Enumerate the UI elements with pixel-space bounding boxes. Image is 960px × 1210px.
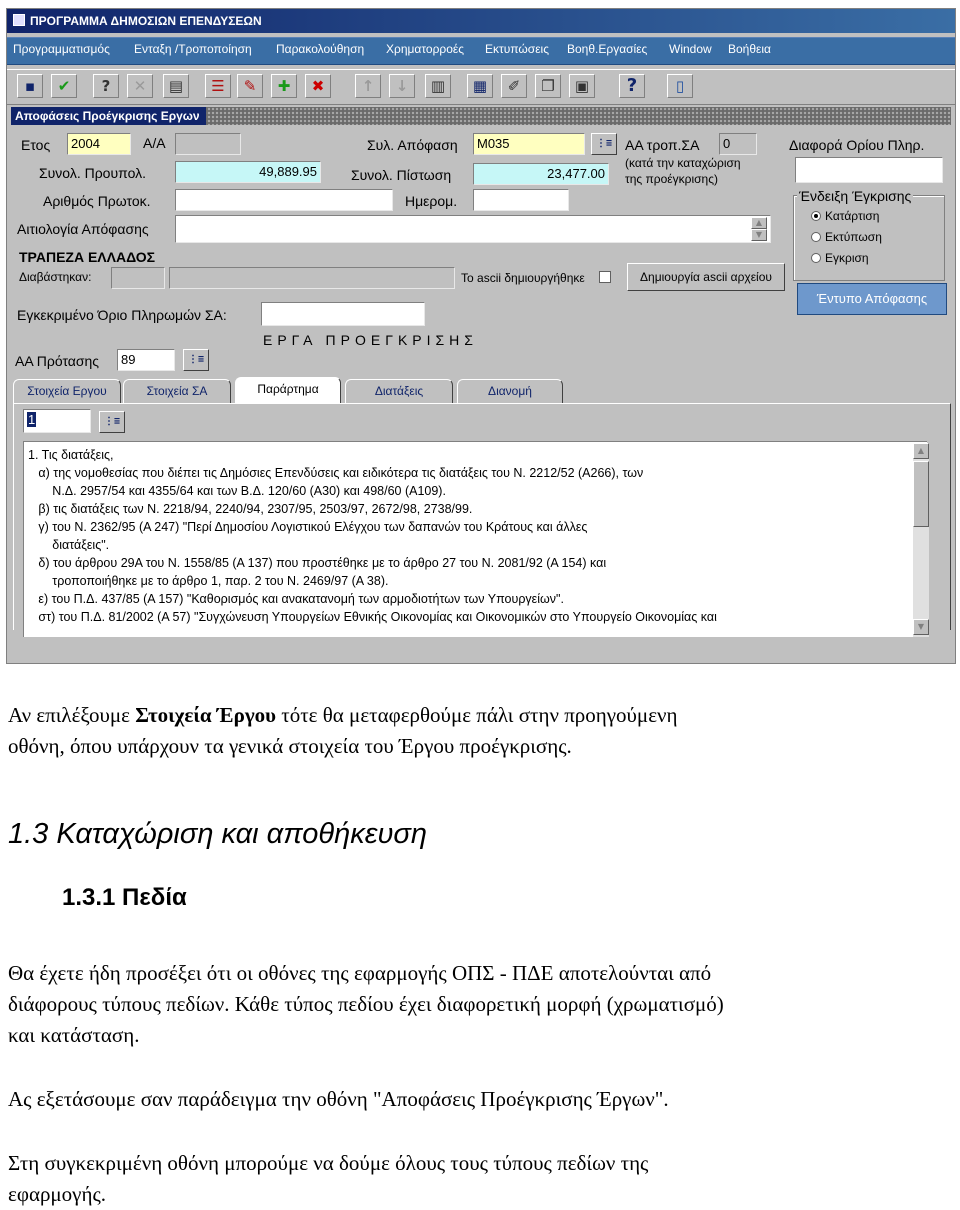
- aitiologia-scroll-up-icon[interactable]: ▲: [751, 217, 767, 229]
- paragraph-1-bold: Στοιχεία Έργου: [135, 703, 277, 727]
- appendix-line: γ) του Ν. 2362/95 (Α 247) "Περί Δημοσίου Λογιστικού Ελέγχου των δαπανών του Κράτους και άλλες: [28, 520, 588, 534]
- appendix-line: ε) του Π.Δ. 437/85 (Α 157) "Καθορισμός και ανακατανομή των αρμοδιοτήτων των Υπουργείων".: [28, 592, 564, 606]
- scroll-thumb[interactable]: [913, 461, 929, 527]
- synol-proypol-field: 49,889.95: [175, 161, 321, 183]
- edit-icon[interactable]: ✎: [237, 74, 263, 98]
- cancel-query-icon[interactable]: ✕: [127, 74, 153, 98]
- radio-egkrisi[interactable]: [811, 253, 821, 263]
- heading-1-3: 1.3 Καταχώριση και αποθήκευση: [8, 818, 427, 850]
- tab-diataxeis[interactable]: Διατάξεις: [345, 379, 453, 403]
- aitiologia-field[interactable]: [175, 215, 771, 243]
- paragraph-3: Ας εξετάσουμε σαν παράδειγμα την οθόνη "Αποφάσεις Προέγκρισης Έργων".: [8, 1087, 669, 1111]
- menu-bar: [7, 37, 955, 65]
- delete-record-icon[interactable]: ✖: [305, 74, 331, 98]
- exit-door-icon[interactable]: ▯: [667, 74, 693, 98]
- paragraph-1-end: τότε θα μεταφερθούμε πάλι στην προηγούμενη: [276, 703, 678, 727]
- paragraph-2-line3: και κατάσταση.: [8, 1023, 140, 1047]
- appendix-line: δ) του άρθρου 29Α του Ν. 1558/85 (Α 137) που προστέθηκε με το άρθρο 27 του Ν. 2081/92 (Α 154) και: [28, 556, 607, 570]
- diavastikan-count-field: [111, 267, 165, 289]
- appendix-line: στ) του Π.Δ. 81/2002 (Α 57) "Συγχώνευση Υπουργείων Εθνικής Οικονομίας και Οικονομικών στο Υπουργείο Οικονομίας και: [28, 610, 717, 624]
- etos-label: Ετος: [21, 137, 51, 153]
- aa-field[interactable]: [175, 133, 241, 155]
- form-window-titlebar: [11, 107, 951, 125]
- paste-icon[interactable]: ▣: [569, 74, 595, 98]
- help-icon[interactable]: ?: [619, 74, 645, 98]
- app-title: ΠΡΟΓΡΑΜΜΑ ΔΗΜΟΣΙΩΝ ΕΠΕΝΔΥΣΕΩΝ: [30, 14, 262, 28]
- tab-dianomi[interactable]: Διανομή: [457, 379, 563, 403]
- paragraph-1: [8, 700, 678, 731]
- trapeza-label: ΤΡΑΠΕΖΑ ΕΛΛΑΔΟΣ: [19, 249, 156, 265]
- diavastikan-label: Διαβάστηκαν:: [19, 270, 92, 284]
- aa-trop-note-line1: (κατά την καταχώριση: [625, 156, 741, 170]
- appendix-line: 1. Τις διατάξεις,: [28, 448, 114, 462]
- aa-trop-note-line2: της προέγκρισης): [625, 172, 719, 186]
- paragraph-2-line1: Θα έχετε ήδη προσέξει ότι οι οθόνες της εφαρμογής ΟΠΣ - ΠΔΕ αποτελούνται από: [8, 961, 712, 985]
- paragraph-1-start: Αν επιλέξουμε: [8, 703, 136, 727]
- menu-window[interactable]: Window: [669, 42, 712, 56]
- check-icon[interactable]: ✔: [51, 74, 77, 98]
- menu-voitheia[interactable]: Βοήθεια: [728, 42, 771, 56]
- appendix-number-value: 1: [28, 412, 36, 427]
- appendix-line: Ν.Δ. 2957/54 και 4355/64 και των Β.Δ. 120/60 (Α30) και 498/60 (Α109).: [28, 484, 446, 498]
- aa-protasis-field[interactable]: 89: [117, 349, 175, 371]
- synol-pistosi-label: Συνολ. Πίστωση: [351, 167, 452, 183]
- syl-apofasi-label: Συλ. Απόφαση: [367, 137, 458, 153]
- list-icon[interactable]: ☰: [205, 74, 231, 98]
- notes-icon[interactable]: ✐: [501, 74, 527, 98]
- ascii-created-label: Το ascii δημιουργήθηκε: [461, 271, 585, 285]
- menu-parakolouthisi[interactable]: Παρακολούθηση: [276, 42, 365, 56]
- paragraph-4-line2: εφαρμογής.: [8, 1182, 107, 1206]
- radio-ektyposi-label: Εκτύπωση: [825, 230, 882, 244]
- appendix-line: τροποποιήθηκε με το άρθρο 1, παρ. 2 του Ν. 2469/97 (Α 38).: [28, 574, 389, 588]
- aa-trop-field: 0: [719, 133, 757, 155]
- diafora-label: Διαφορά Ορίου Πληρ.: [789, 137, 925, 153]
- appendix-number-field[interactable]: [23, 409, 91, 433]
- radio-egkrisi-label: Εγκριση: [825, 251, 869, 265]
- create-ascii-button[interactable]: Δημιουργία ascii αρχείου: [627, 263, 785, 291]
- scroll-up-icon[interactable]: ▲: [913, 443, 929, 459]
- up-arrow-icon[interactable]: ↑: [355, 74, 381, 98]
- appendix-lov-icon[interactable]: ⋮≡: [99, 411, 125, 433]
- appendix-line: α) της νομοθεσίας που διέπει τις Δημόσιες Επενδύσεις και ειδικότερα τις διατάξεις του Ν. 2212/52 (Α266), των: [28, 466, 644, 480]
- tab-stoixeia-sa[interactable]: Στοιχεία ΣΑ: [123, 379, 231, 403]
- etos-field[interactable]: 2004: [67, 133, 131, 155]
- synol-pistosi-field: 23,477.00: [473, 163, 609, 185]
- query-icon[interactable]: ?: [93, 74, 119, 98]
- paragraph-1-line2: οθόνη, όπου υπάρχουν τα γενικά στοιχεία του Έργου προέγκρισης.: [8, 734, 572, 758]
- menu-voith-ergasies[interactable]: Βοηθ.Εργασίες: [567, 42, 648, 56]
- application-screenshot: [6, 8, 956, 664]
- syl-apofasi-lov-icon[interactable]: ⋮≡: [591, 133, 617, 155]
- insert-record-icon[interactable]: ✚: [271, 74, 297, 98]
- menu-entaxi[interactable]: Ενταξη /Τροποποίηση: [134, 42, 252, 56]
- arithmos-protok-field[interactable]: [175, 189, 393, 211]
- erga-proegkrisis-heading: ΕΡΓΑ ΠΡΟΕΓΚΡΙΣΗΣ: [263, 332, 478, 348]
- aa-protasis-label: ΑΑ Πρότασης: [15, 353, 100, 369]
- aa-trop-label: ΑΑ τροπ.ΣΑ: [625, 137, 700, 153]
- heading-1-3-1: 1.3.1 Πεδία: [62, 884, 187, 911]
- syl-apofasi-field[interactable]: Μ035: [473, 133, 585, 155]
- aa-label: Α/Α: [143, 135, 166, 151]
- tab-parartima[interactable]: Παράρτημα: [235, 377, 341, 403]
- menu-xrimatorroes[interactable]: Χρηματορροές: [386, 42, 465, 56]
- appendix-textarea[interactable]: [23, 441, 927, 637]
- form-icon[interactable]: ▦: [467, 74, 493, 98]
- app-icon: [13, 14, 25, 26]
- aa-protasis-lov-icon[interactable]: ⋮≡: [183, 349, 209, 371]
- appendix-scrollbar[interactable]: [913, 443, 929, 637]
- radio-katartisi[interactable]: [811, 211, 821, 221]
- aitiologia-label: Αιτιολογία Απόφασης: [17, 221, 149, 237]
- diafora-field[interactable]: [795, 157, 943, 183]
- print-form-icon[interactable]: ▤: [163, 74, 189, 98]
- paragraph-2-line2: διάφορους τύπους πεδίων. Κάθε τύπος πεδίου έχει διαφορετική μορφή (χρωματισμό): [8, 992, 724, 1016]
- radio-ektyposi[interactable]: [811, 232, 821, 242]
- appendix-line: β) τις διατάξεις των Ν. 2218/94, 2240/94, 2307/95, 2503/97, 2672/98, 2738/99.: [28, 502, 473, 516]
- ascii-created-checkbox[interactable]: [599, 271, 611, 283]
- endeixi-label: Ένδειξη Έγκρισης: [799, 188, 912, 204]
- down-arrow-icon[interactable]: ↓: [389, 74, 415, 98]
- imerom-field[interactable]: [473, 189, 569, 211]
- appendix-line: διατάξεις".: [28, 538, 110, 552]
- synol-proypol-label: Συνολ. Προυπολ.: [39, 165, 146, 181]
- printer-icon[interactable]: ▥: [425, 74, 451, 98]
- app-titlebar: [7, 9, 955, 33]
- egkekrimeno-orio-field[interactable]: [261, 302, 425, 326]
- imerom-label: Ημερομ.: [405, 193, 458, 209]
- aitiologia-scroll-down-icon[interactable]: ▼: [751, 229, 767, 241]
- toolbar: [7, 69, 955, 105]
- entypo-apofasis-button[interactable]: Έντυπο Απόφασης: [797, 283, 947, 315]
- save-icon[interactable]: ▪: [17, 74, 43, 98]
- copy-icon[interactable]: ❐: [535, 74, 561, 98]
- form-window-title: Αποφάσεις Προέγκρισης Εργων: [11, 107, 206, 125]
- egkekrimeno-orio-label: Εγκεκριμένο Όριο Πληρωμών ΣΑ:: [17, 307, 227, 323]
- tab-stoixeia-ergou[interactable]: Στοιχεία Εργου: [13, 379, 121, 403]
- radio-katartisi-label: Κατάρτιση: [825, 209, 880, 223]
- menu-ektyposeis[interactable]: Εκτυπώσεις: [485, 42, 549, 56]
- paragraph-4-line1: Στη συγκεκριμένη οθόνη μπορούμε να δούμε όλους τους τύπους πεδίων της: [8, 1151, 649, 1175]
- scroll-down-icon[interactable]: ▼: [913, 619, 929, 635]
- diavastikan-file-field: [169, 267, 455, 289]
- menu-programmatismos[interactable]: Προγραμματισμός: [13, 42, 110, 56]
- arithmos-protok-label: Αριθμός Πρωτοκ.: [43, 193, 151, 209]
